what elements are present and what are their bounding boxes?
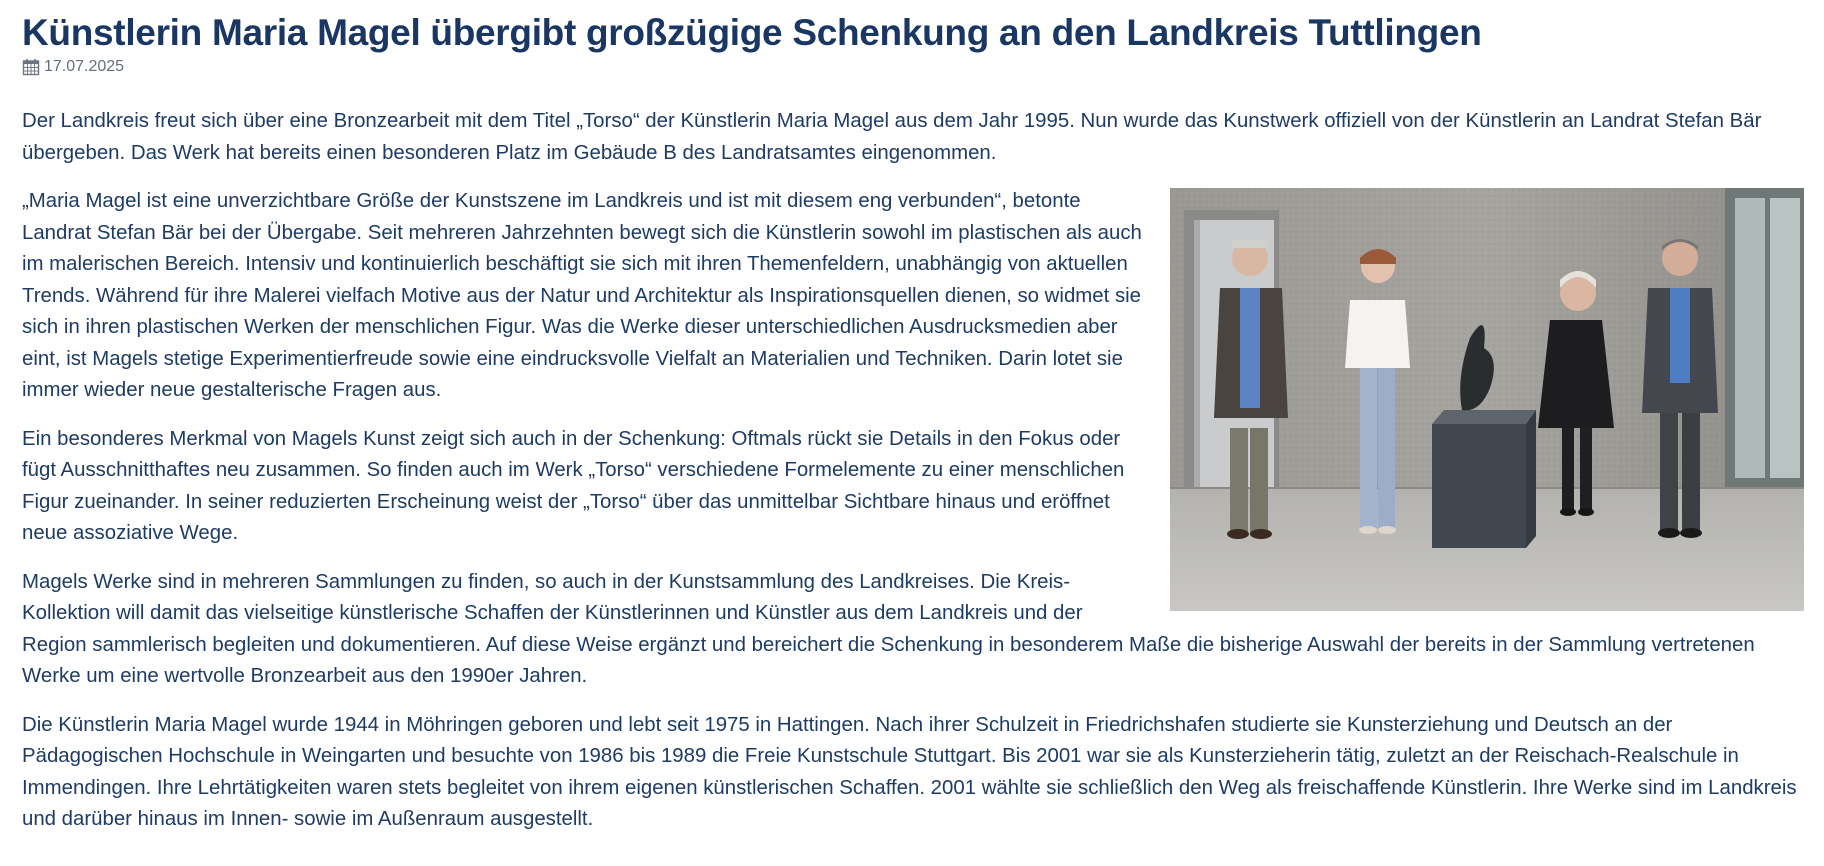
paragraph-collection: Magels Werke sind in mehreren Sammlungen zu finden, so auch in der Kunstsammlung des Landkreises. Die Kreis-Kollektion will damit das vielseitige künstlerische Schaffen der Künstlerinnen und Künstler aus dem Landkreis und der Region sammlerisch begleiten und dokumentieren. Auf diese Weise ergänzt und bereichert die Schenkung in besonderem Maße die bisherige Auswahl der bereits in der Sammlung vertretenen Werke um eine wertvolle Bronzearbeit aus den 1990er Jahren. xyxy=(22,570,1755,687)
calendar-icon xyxy=(22,58,40,76)
date-text: 17.07.2025 xyxy=(44,58,125,75)
paragraph-quote: „Maria Magel ist eine unverzichtbare Größe der Kunstszene im Landkreis und ist mit diesem eng verbunden“, betonte Landrat Stefan Bär bei der Übergabe. Seit mehreren Jahrzehnten bewegt sich die Künstlerin sowohl im plastischen als auch im malerischen Bereich. Intensiv und kontinuierlich beschäftigt sie sich mit ihren Themenfeldern, unabhängig von aktuellen Trends. Während für ihre Malerei vielfach Motive aus der Natur und Architektur als Inspirationsquellen dienen, so widmet sie sich in ihren plastischen Werken der menschlichen Figur. Was die Werke dieser unterschiedlichen Ausdrucksmedien aber eint, ist Magels stetige Experimentierfreude sowie eine eindrucksvolle Vielfalt an Materialien und Techniken. Darin lotet sie immer wieder neue gestalterische Fragen aus. xyxy=(22,190,1142,401)
article-date xyxy=(22,58,1804,76)
article-photo xyxy=(1170,188,1804,611)
article-body xyxy=(22,106,1804,836)
paragraph-feature: Ein besonderes Merkmal von Magels Kunst zeigt sich auch in der Schenkung: Oftmals rückt sie Details in den Fokus oder fügt Ausschnitthaftes neu zusammen. So finden auch im Werk „Torso“ verschiedene Formelemente zu einer menschlichen Figur zueinander. In seiner reduzierten Erscheinung weist der „Torso“ über das unmittelbar Sichtbare hinaus und eröffnet neue assoziative Wege. xyxy=(22,427,1125,544)
paragraph-intro: Der Landkreis freut sich über eine Bronzearbeit mit dem Titel „Torso“ der Künstlerin Maria Magel aus dem Jahr 1995. Nun wurde das Kunstwerk offiziell von der Künstlerin an Landrat Stefan Bär übergeben. Das Werk hat bereits einen besonderen Platz im Gebäude B des Landratsamtes eingenommen. xyxy=(22,110,1762,164)
article-title: Künstlerin Maria Magel übergibt großzügige Schenkung an den Landkreis Tuttlingen xyxy=(22,12,1482,53)
paragraph-biography: Die Künstlerin Maria Magel wurde 1944 in Möhringen geboren und lebt seit 1975 in Hattingen. Nach ihrer Schulzeit in Friedrichshafen studierte sie Kunsterziehung und Deutsch an der Pädagogischen Hochschule in Weingarten und besuchte von 1986 bis 1989 die Freie Kunstschule Stuttgart. Bis 2001 war sie als Kunsterzieherin tätig, zuletzt an der Reischach-Realschule in Immendingen. Ihre Lehrtätigkeiten waren stets begleitet von ihrem eigenen künstlerischen Schaffen. 2001 wählte sie schließlich den Weg als freischaffende Künstlerin. Ihre Werke sind im Landkreis und darüber hinaus im Innen- sowie im Außenraum ausgestellt. xyxy=(22,713,1797,830)
